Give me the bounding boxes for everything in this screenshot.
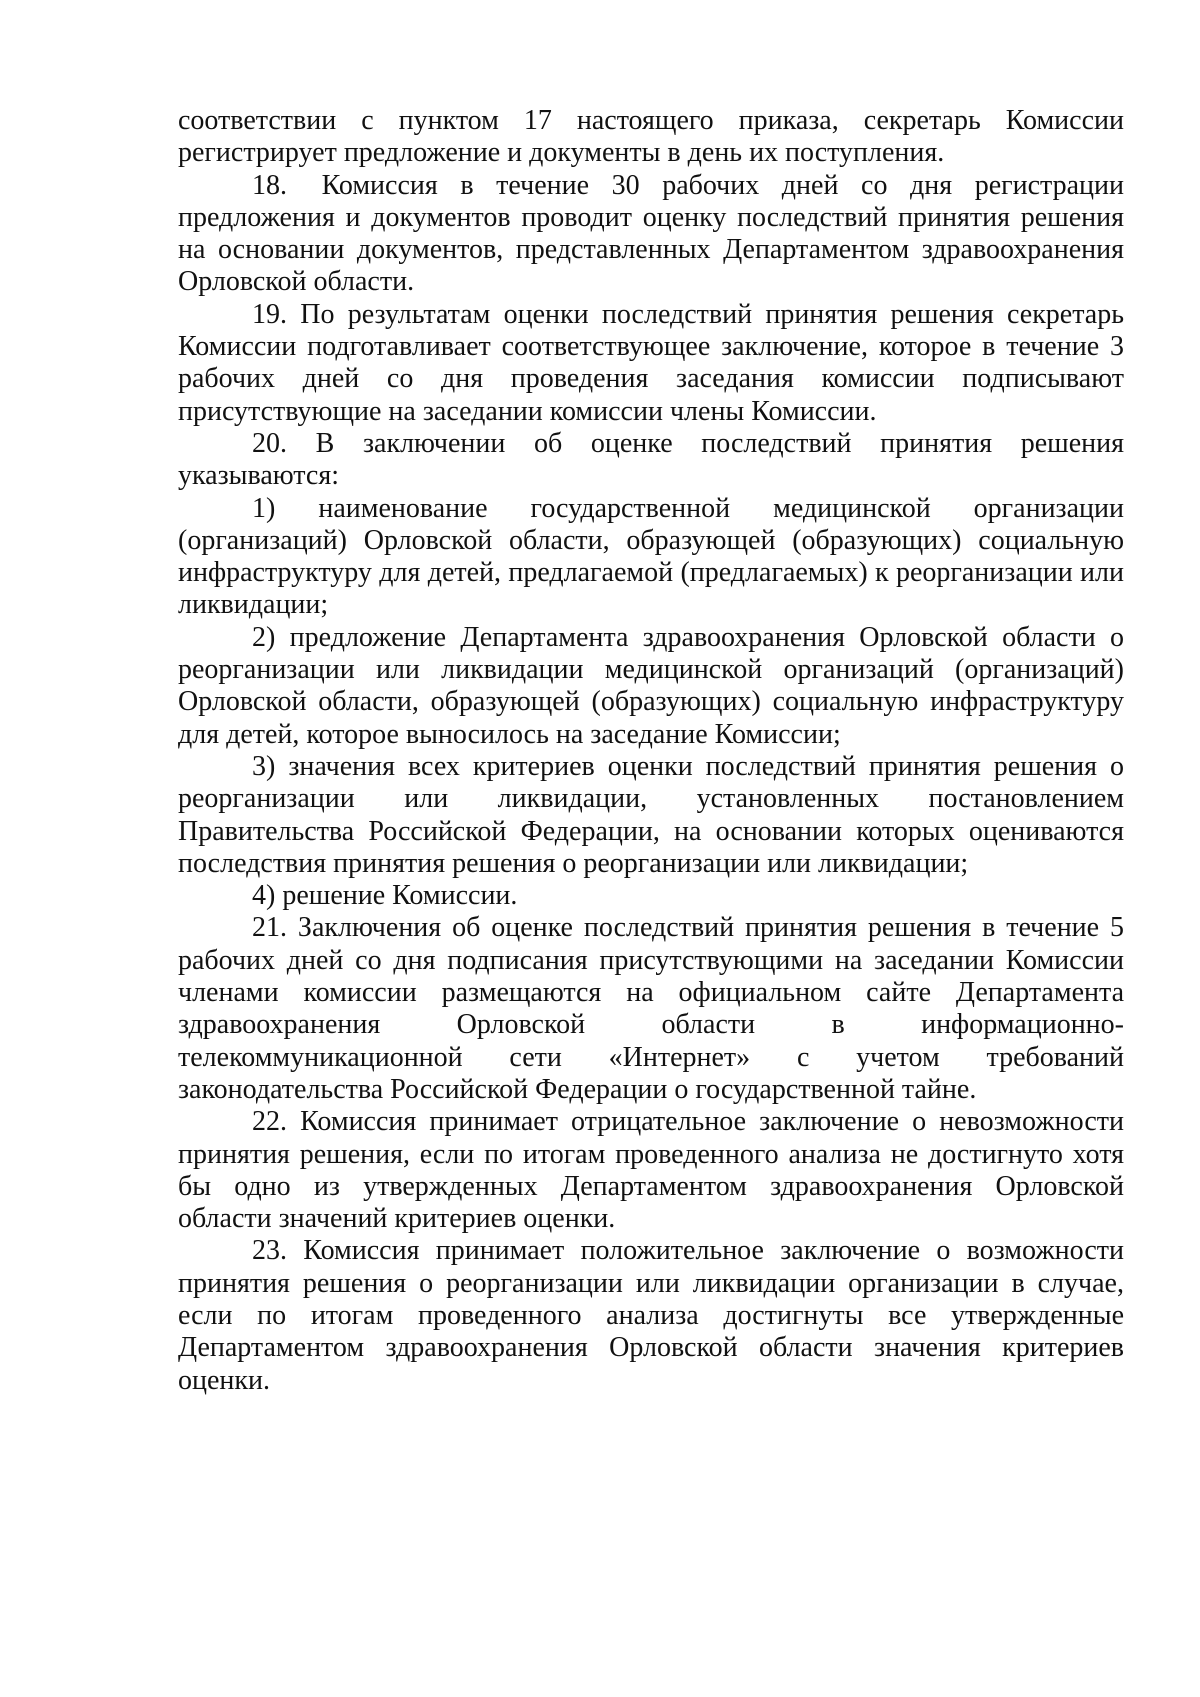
document-page <box>178 105 1124 1397</box>
paragraph-22 <box>178 1106 1124 1235</box>
paragraph-text: соответствии с пунктом 17 настоящего приказа, секретарь Комиссии регистрирует предложение и документы в день их поступления. <box>178 105 1124 169</box>
paragraph-number: 20. <box>252 427 287 459</box>
paragraph-text: Комиссия в течение 30 рабочих дней со дня регистрации предложения и документов проводит оценку последствий принятия решения на основании документов, представленных Департаментом здравоохранения Орловской области. <box>178 169 1125 298</box>
paragraph-text: По результатам оценки последствий принятия решения секретарь Комиссии подготавливает соответствующее заключение, которое в течение 3 рабочих дней со дня проведения заседания комиссии подписывают присутствующие на заседании комиссии члены Комиссии. <box>178 298 1125 427</box>
paragraph-19 <box>178 299 1124 428</box>
list-item-text: решение Комиссии. <box>282 880 518 912</box>
paragraph-17-continuation <box>178 105 1124 170</box>
list-item-number: 4) <box>252 880 276 912</box>
list-item-3 <box>178 751 1124 880</box>
paragraph-text: В заключении об оценке последствий принятия решения указываются: <box>178 427 1125 492</box>
list-item-2 <box>178 622 1124 751</box>
paragraph-text: Заключения об оценке последствий принятия решения в течение 5 рабочих дней со дня подписания присутствующими на заседании Комиссии членами комиссии размещаются на официальном сайте Департамента здравоохранения Орловской области в информационно-телекоммуникационной сети «Интернет» с учетом требований законодательства Российской Федерации о государственной тайне. <box>178 912 1125 1105</box>
paragraph-number: 18. <box>252 169 287 201</box>
paragraph-text: Комиссия принимает положительное заключение о возможности принятия решения о реорганизации или ликвидации организации в случае, если по итогам проведенного анализа достигнуты все утвержденные Департаментом здравоохранения Орловской области значения критериев оценки. <box>178 1235 1124 1396</box>
list-item-number: 2) <box>252 621 276 653</box>
list-item-4 <box>178 880 1124 912</box>
paragraph-number: 22. <box>252 1106 287 1138</box>
list-item-number: 1) <box>252 492 276 524</box>
list-item-text: значения всех критериев оценки последствий принятия решения о реорганизации или ликвидации, установленных постановлением Правительства Российской Федерации, на основании которых оцениваются последствия принятия решения о реорганизации или ликвидации; <box>178 750 1125 879</box>
paragraph-21 <box>178 912 1124 1106</box>
list-item-text: наименование государственной медицинской организации (организаций) Орловской области, образующей (образующих) социальную инфраструктуру для детей, предлагаемой (предлагаемых) к реорганизации или ликвидации; <box>178 492 1125 621</box>
paragraph-20 <box>178 428 1124 493</box>
paragraph-number: 19. <box>252 298 287 330</box>
list-item-number: 3) <box>252 750 276 782</box>
list-item-1 <box>178 493 1124 622</box>
paragraph-number: 21. <box>252 912 287 944</box>
paragraph-text: Комиссия принимает отрицательное заключение о невозможности принятия решения, если по итогам проведенного анализа не достигнуто хотя бы одно из утвержденных Департаментом здравоохранения Орловской области значений критериев оценки. <box>178 1106 1124 1235</box>
paragraph-18 <box>178 170 1124 299</box>
paragraph-number: 23. <box>252 1235 287 1267</box>
paragraph-23 <box>178 1235 1124 1396</box>
list-item-text: предложение Департамента здравоохранения Орловской области о реорганизации или ликвидации медицинской организаций (организаций) Орловской области, образующей (образующих) социальную инфраструктуру для детей, которое выносилось на заседание Комиссии; <box>178 621 1124 750</box>
